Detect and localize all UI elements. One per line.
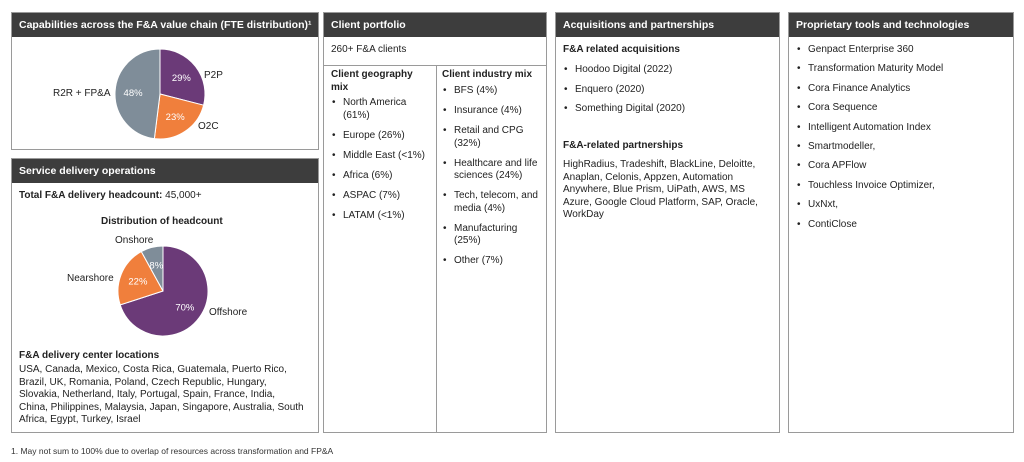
list-item: • Cora Sequence bbox=[794, 102, 1008, 115]
list-item: • Healthcare and life sciences (24%) bbox=[440, 158, 544, 183]
capabilities-title: Capabilities across the F&A value chain (FTE distribution)¹ bbox=[12, 13, 318, 37]
geo-title: Client geography mix bbox=[331, 69, 413, 93]
list-item: • LATAM (<1%) bbox=[329, 210, 433, 223]
industry-list bbox=[440, 85, 544, 275]
acquisitions-panel bbox=[555, 12, 780, 433]
list-item: • Hoodoo Digital (2022) bbox=[561, 64, 773, 77]
distribution-title: Distribution of headcount bbox=[101, 216, 223, 227]
list-item: • Retail and CPG (32%) bbox=[440, 125, 544, 150]
headcount-pie-label-nearshore: 22% bbox=[128, 276, 148, 288]
list-item: • Something Digital (2020) bbox=[561, 103, 773, 116]
acq-list bbox=[561, 64, 773, 123]
list-item: • Middle East (<1%) bbox=[329, 150, 433, 163]
tools-panel bbox=[788, 12, 1014, 433]
capabilities-panel bbox=[11, 12, 319, 150]
pie-legend-p2p: P2P bbox=[204, 70, 223, 81]
list-item: • Tech, telecom, and media (4%) bbox=[440, 190, 544, 215]
column-divider bbox=[324, 65, 546, 66]
clients-count: 260+ F&A clients bbox=[331, 44, 407, 55]
capabilities-pie-label-p2p: 29% bbox=[171, 72, 191, 84]
list-item: • North America (61%) bbox=[329, 97, 433, 122]
list-item: • Touchless Invoice Optimizer, bbox=[794, 180, 1008, 193]
list-item: • Insurance (4%) bbox=[440, 105, 544, 118]
client-portfolio-panel bbox=[323, 12, 547, 433]
list-item: • Africa (6%) bbox=[329, 170, 433, 183]
list-item: • Genpact Enterprise 360 bbox=[794, 44, 1008, 57]
geo-list bbox=[329, 97, 433, 230]
headcount-value: 45,000+ bbox=[165, 190, 202, 201]
pie-legend-r2r: R2R + FP&A bbox=[53, 88, 111, 99]
headcount-line bbox=[19, 190, 202, 203]
pie-legend-onshore: Onshore bbox=[115, 235, 154, 246]
column-divider-vertical bbox=[436, 65, 437, 432]
locations-title: F&A delivery center locations bbox=[19, 350, 160, 361]
capabilities-pie-label-o2c: 23% bbox=[165, 111, 185, 123]
service-delivery-panel bbox=[11, 158, 319, 433]
list-item: • BFS (4%) bbox=[440, 85, 544, 98]
headcount-pie-chart bbox=[12, 237, 318, 347]
client-portfolio-title: Client portfolio bbox=[324, 13, 546, 37]
tools-title: Proprietary tools and technologies bbox=[789, 13, 1013, 37]
list-item: • Cora Finance Analytics bbox=[794, 83, 1008, 96]
footnote: 1. May not sum to 100% due to overlap of resources across transformation and FP&A bbox=[11, 446, 334, 456]
acq-title: F&A related acquisitions bbox=[563, 44, 680, 55]
pie-legend-o2c: O2C bbox=[198, 121, 219, 132]
service-delivery-title: Service delivery operations bbox=[12, 159, 318, 183]
locations-text: USA, Canada, Mexico, Costa Rica, Guatemala, Puerto Rico, Brazil, UK, Romania, Poland, Czech Republic, Hungary, Slovakia, Netherland, Italy, Portugal, Spain, France, India, China, Philippines, Malaysia, Japan, Singapore, Australia, South Africa, Egypt, Turkey, Israel bbox=[19, 364, 304, 425]
partner-title: F&A-related partnerships bbox=[563, 140, 684, 151]
list-item: • Manufacturing (25%) bbox=[440, 223, 544, 248]
list-item: • ContiClose bbox=[794, 219, 1008, 232]
industry-title: Client industry mix bbox=[442, 69, 533, 80]
tools-list bbox=[794, 44, 1008, 238]
headcount-pie-label-onshore: 8% bbox=[149, 260, 164, 272]
pie-legend-offshore: Offshore bbox=[209, 307, 248, 318]
list-item: • Intelligent Automation Index bbox=[794, 122, 1008, 135]
capabilities-pie-label-r2r-fp-a: 48% bbox=[123, 87, 143, 99]
partner-text: HighRadius, Tradeshift, BlackLine, Deloitte, Anaplan, Celonis, Appzen, Automation Anywhere, Blue Prism, UiPath, AWS, MS Azure, Google Cloud Platform, SAP, Oracle, WorkDay bbox=[563, 159, 758, 220]
headcount-label: Total F&A delivery headcount: bbox=[19, 190, 163, 201]
list-item: • Europe (26%) bbox=[329, 130, 433, 143]
acquisitions-title: Acquisitions and partnerships bbox=[556, 13, 779, 37]
list-item: • ASPAC (7%) bbox=[329, 190, 433, 203]
list-item: • Transformation Maturity Model bbox=[794, 63, 1008, 76]
headcount-pie-label-offshore: 70% bbox=[175, 302, 195, 314]
list-item: • Other (7%) bbox=[440, 255, 544, 268]
list-item: • Enquero (2020) bbox=[561, 84, 773, 97]
list-item: • Smartmodeller, bbox=[794, 141, 1008, 154]
list-item: • Cora APFlow bbox=[794, 160, 1008, 173]
pie-legend-nearshore: Nearshore bbox=[67, 273, 114, 284]
list-item: • UxNxt, bbox=[794, 199, 1008, 212]
